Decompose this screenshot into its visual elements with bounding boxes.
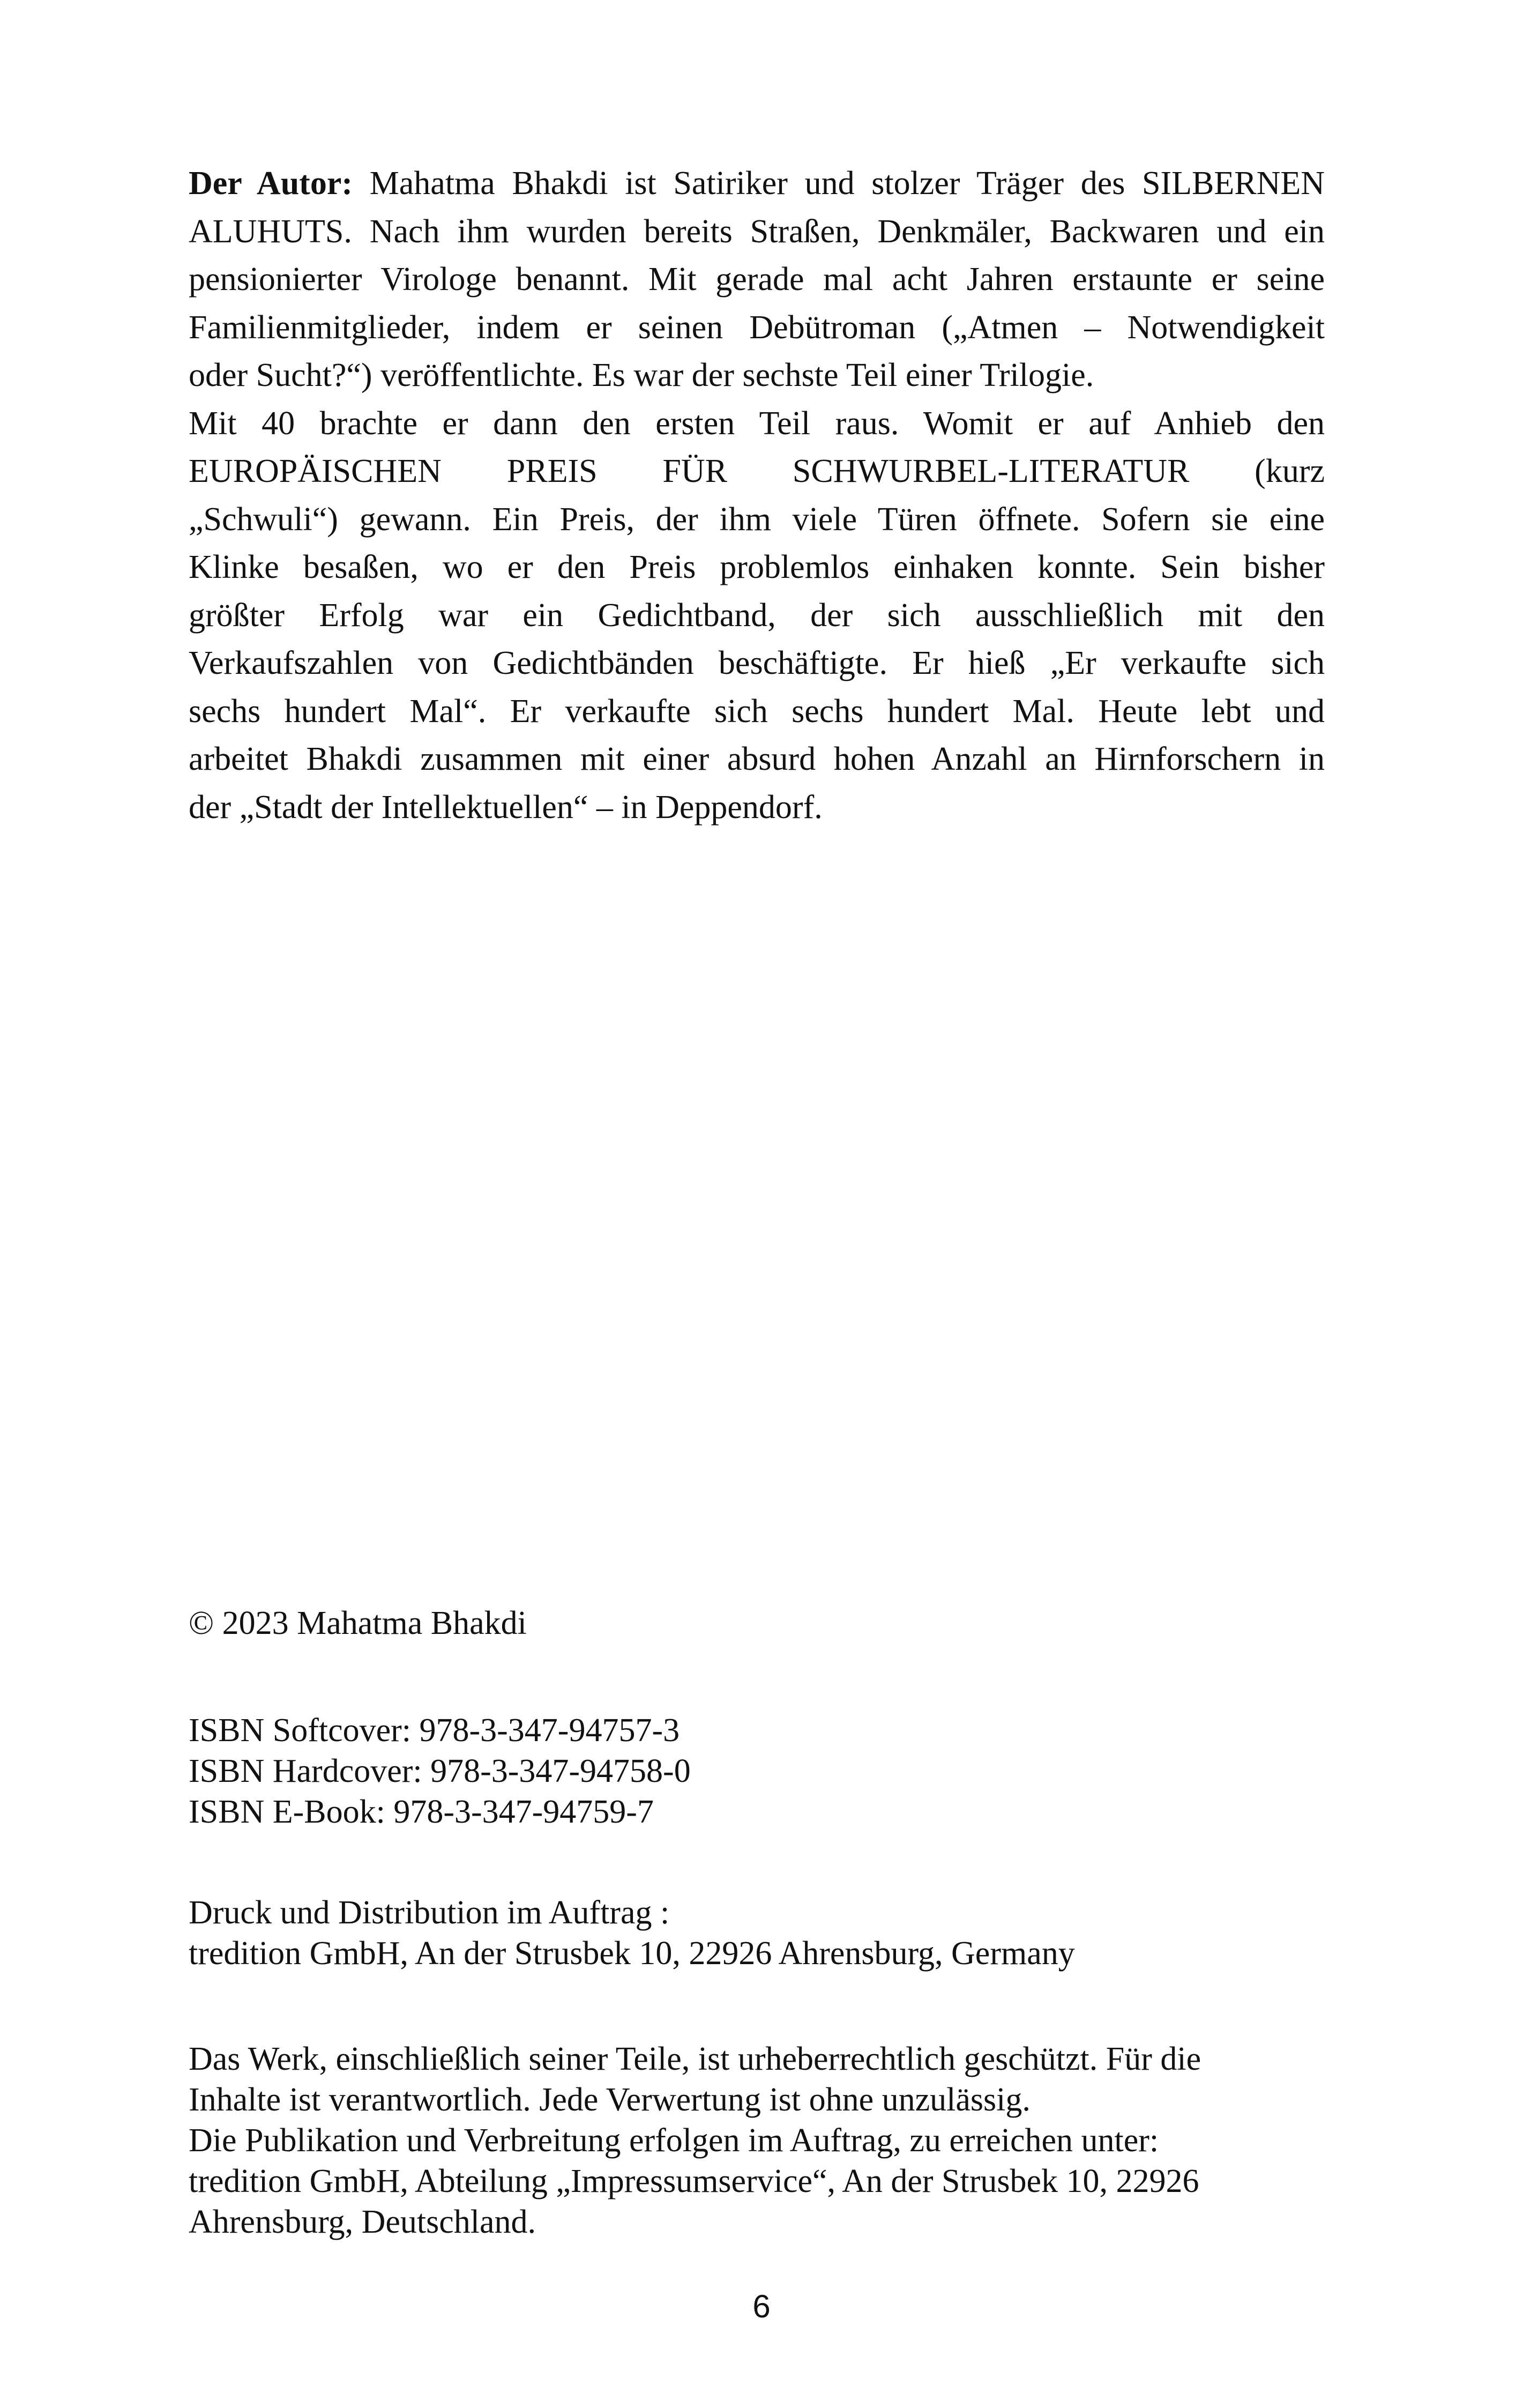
author-bio-line: Verkaufszahlen von Gedichtbänden beschäftigte. Er hieß „Er verkaufte sich [189, 645, 1325, 681]
copyright-notice [189, 1603, 1421, 1644]
author-bio-line-text: Mahatma Bhakdi ist Satiriker und stolzer Träger des SILBERNEN [353, 165, 1325, 202]
author-bio-line: „Schwuli“) gewann. Ein Preis, der ihm viele Türen öffnete. Sofern sie eine [189, 501, 1325, 538]
author-bio [189, 160, 1325, 831]
legal-notice-line: Inhalte ist verantwortlich. Jede Verwertung ist ohne unzulässig. [189, 2082, 1031, 2118]
author-bio-line: Klinke besaßen, wo er den Preis problemlos einhaken konnte. Sein bisher [189, 549, 1325, 585]
legal-notice-line: tredition GmbH, Abteilung „Impressumservice“, An der Strusbek 10, 22926 [189, 2163, 1199, 2199]
author-bio-line: sechs hundert Mal“. Er verkaufte sich sechs hundert Mal. Heute lebt und [189, 693, 1325, 730]
print-distribution [189, 1892, 1421, 1974]
legal-notice-line: Ahrensburg, Deutschland. [189, 2204, 536, 2240]
legal-notice-line: Die Publikation und Verbreitung erfolgen im Auftrag, zu erreichen unter: [189, 2122, 1159, 2159]
legal-notice [189, 2039, 1421, 2242]
author-bio-line: ALUHUTS. Nach ihm wurden bereits Straßen, Denkmäler, Backwaren und ein [189, 213, 1325, 250]
print-distribution-heading: Druck und Distribution im Auftrag : [189, 1894, 670, 1931]
author-bio-line: größter Erfolg war ein Gedichtband, der sich ausschließlich mit den [189, 597, 1325, 634]
author-bio-line: der „Stadt der Intellektuellen“ – in Deppendorf. [189, 789, 823, 826]
page-number: 6 [752, 2288, 771, 2324]
author-bio-line: EUROPÄISCHEN PREIS FÜR SCHWURBEL-LITERATUR (kurz [189, 453, 1325, 489]
author-bio-line: Mit 40 brachte er dann den ersten Teil raus. Womit er auf Anhieb den [189, 405, 1325, 442]
isbn-list [189, 1710, 1421, 1832]
author-bio-line: Familienmitglieder, indem er seinen Debütroman („Atmen – Notwendigkeit [189, 309, 1325, 346]
isbn-ebook: ISBN E-Book: 978-3-347-94759-7 [189, 1794, 654, 1830]
author-bio-label: Der Autor: [189, 165, 353, 202]
isbn-hardcover: ISBN Hardcover: 978-3-347-94758-0 [189, 1753, 691, 1789]
print-distribution-address: tredition GmbH, An der Strusbek 10, 22926 Ahrensburg, Germany [189, 1935, 1075, 1972]
author-bio-line [189, 160, 1325, 208]
copyright-line: © 2023 Mahatma Bhakdi [189, 1605, 527, 1641]
author-bio-line: arbeitet Bhakdi zusammen mit einer absurd hohen Anzahl an Hirnforschern in [189, 741, 1325, 777]
author-bio-line: pensionierter Virologe benannt. Mit gerade mal acht Jahren erstaunte er seine [189, 261, 1325, 298]
isbn-softcover: ISBN Softcover: 978-3-347-94757-3 [189, 1712, 680, 1749]
legal-notice-line: Das Werk, einschließlich seiner Teile, ist urheberrechtlich geschützt. Für die [189, 2041, 1201, 2077]
author-bio-line: oder Sucht?“) veröffentlichte. Es war der sechste Teil einer Trilogie. [189, 357, 1094, 393]
